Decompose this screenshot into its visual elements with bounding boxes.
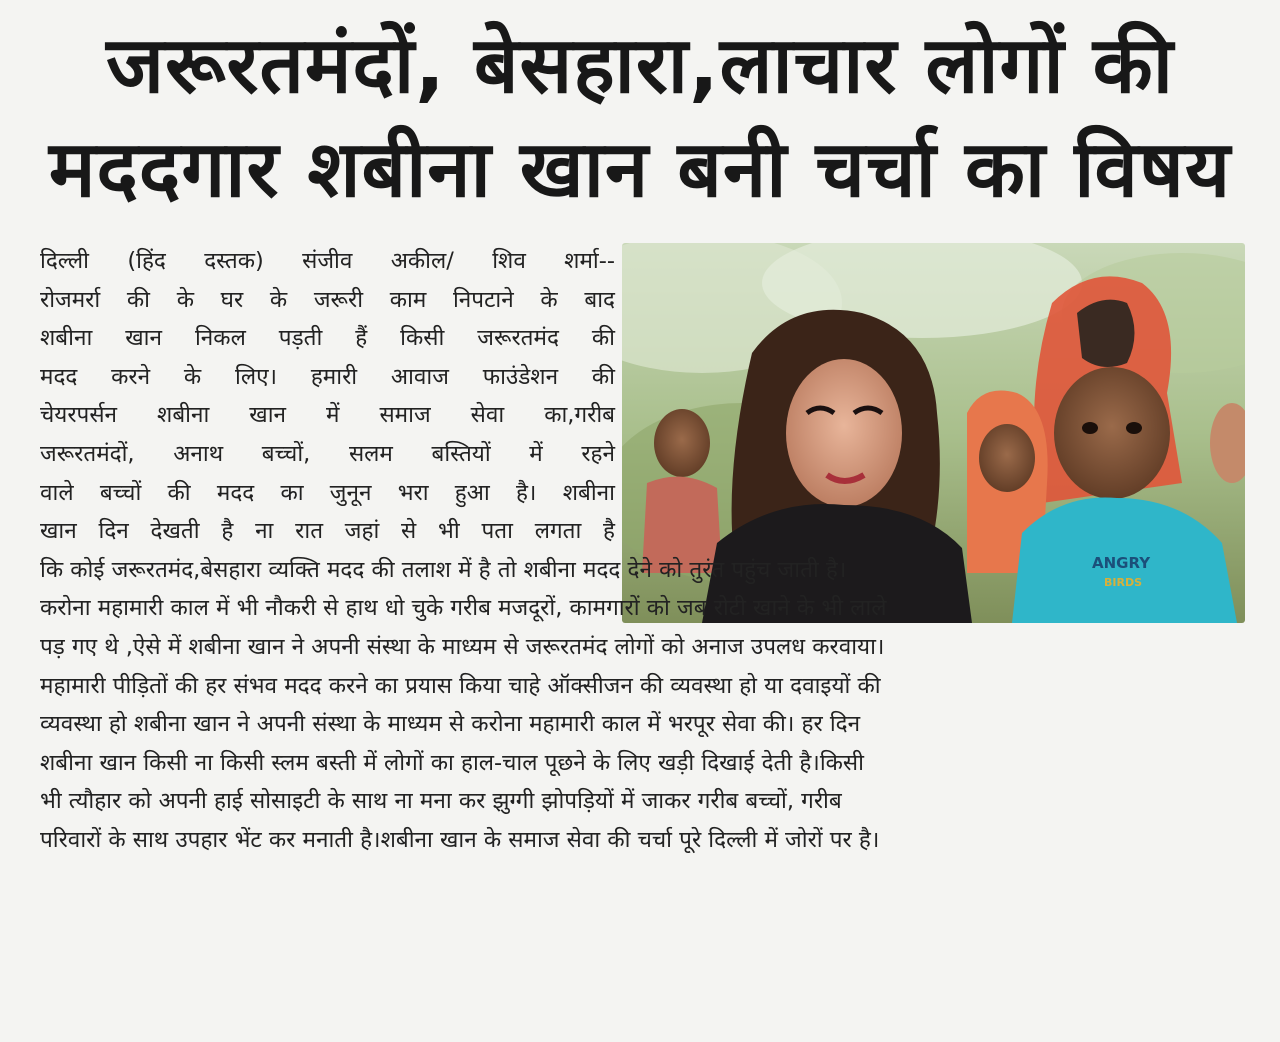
- article-line: वाले बच्चों की मदद का जुनून भरा हुआ है। शबीना: [40, 479, 615, 506]
- article-line: चेयरपर्सन शबीना खान में समाज सेवा का,गरीब: [40, 402, 615, 429]
- article-line: पड़ गए थे ,ऐसे में शबीना खान ने अपनी संस्था के माध्यम से जरूरतमंद लोगों को अनाज उपलध करवाया।: [40, 633, 885, 660]
- article-line: करोना महामारी काल में भी नौकरी से हाथ धो चुके गरीब मजदूरों, कामगारों को जब रोटी खाने के भी लाले: [40, 595, 887, 622]
- shirt-print-line-1: ANGRY: [1092, 554, 1151, 572]
- article-line: शबीना खान किसी ना किसी स्लम बस्ती में लोगों का हाल-चाल पूछने के लिए खड़ी दिखाई देती है।किसी: [40, 749, 864, 776]
- article-line: व्यवस्था हो शबीना खान ने अपनी संस्था के माध्यम से करोना महामारी काल में भरपूर सेवा की। हर दिन: [40, 711, 861, 738]
- article-line: भी त्यौहार को अपनी हाई सोसाइटी के साथ ना मना कर झुग्गी झोपड़ियों में जाकर गरीब बच्चों, गरीब: [40, 788, 842, 815]
- article-line: रोजमर्रा की के घर के जरूरी काम निपटाने के बाद: [40, 286, 615, 313]
- article-line: जरूरतमंदों, अनाथ बच्चों, सलम बस्तियों में रहने: [40, 440, 615, 467]
- headline: [20, 14, 1260, 222]
- article-line: महामारी पीड़ितों की हर संभव मदद करने का प्रयास किया चाहे ऑक्सीजन की व्यवस्था हो या दवाइयों की: [40, 672, 881, 699]
- article-line: कि कोई जरूरतमंद,बेसहारा व्यक्ति मदद की तलाश में है तो शबीना मदद देने को तुरंत पहुंच जाती है।: [40, 556, 847, 583]
- article-line: परिवारों के साथ उपहार भेंट कर मनाती है।शबीना खान के समाज सेवा की चर्चा पूरे दिल्ली में जोरों पर है।: [40, 826, 880, 853]
- article-line: मदद करने के लिए। हमारी आवाज फाउंडेशन की: [40, 363, 615, 390]
- article-line: खान दिन देखती है ना रात जहां से भी पता लगता है: [40, 518, 615, 545]
- headline-line-2: मददगार शबीना खान बनी चर्चा का विषय: [48, 125, 1232, 215]
- article-body: [40, 242, 1255, 860]
- shirt-print-line-2: BIRDS: [1104, 576, 1143, 589]
- article-line: शबीना खान निकल पड़ती हैं किसी जरूरतमंद की: [40, 325, 615, 352]
- headline-line-1: जरूरतमंदों, बेसहारा,लाचार लोगों की: [106, 21, 1174, 111]
- article-line: दिल्ली (हिंद दस्तक) संजीव अकील/ शिव शर्मा--: [40, 248, 615, 274]
